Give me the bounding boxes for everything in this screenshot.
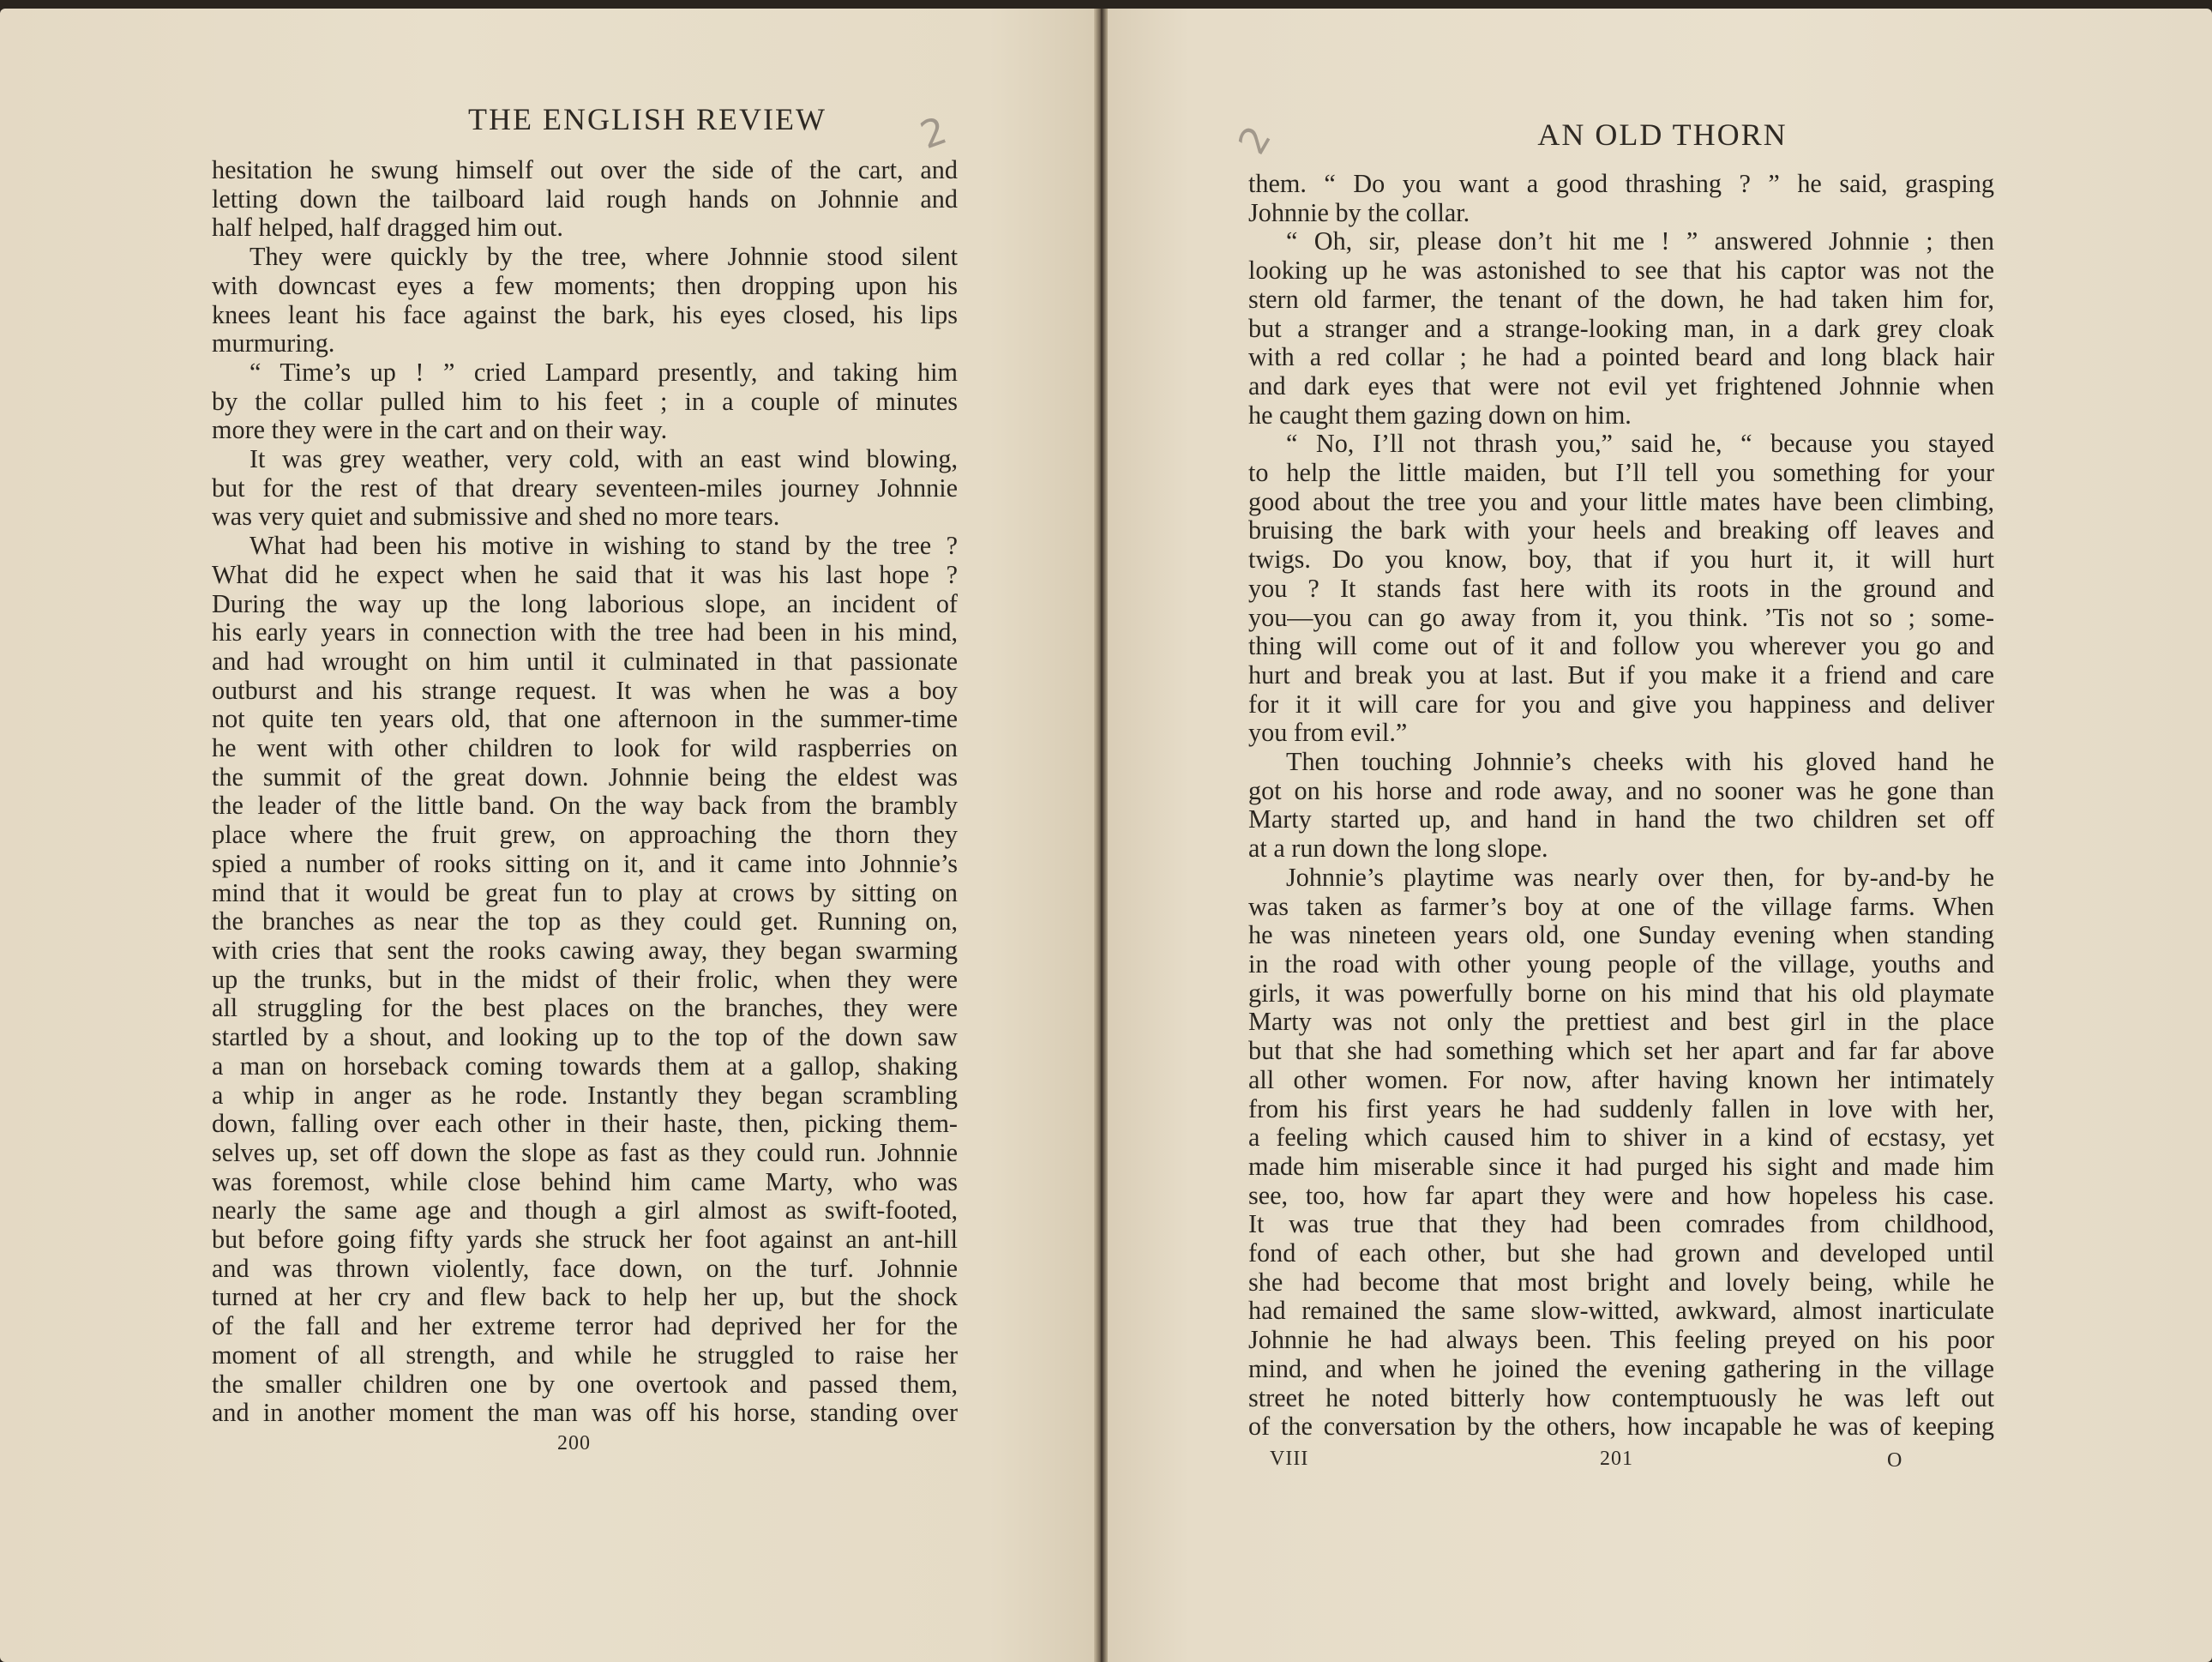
- text-line: up the trunks, but in the midst of their frolic, when they were: [212, 964, 958, 994]
- text-line: a feeling which caused him to shiver in a kind of ecstasy, yet: [1248, 1123, 1994, 1153]
- text-line: Marty started up, and hand in hand the two children set off: [1248, 804, 1994, 834]
- text-line: girls, it was powerfully borne on his mind that his old playmate: [1248, 978, 1994, 1008]
- left-page: [0, 9, 1099, 1662]
- text-line: but that she had something which set her apart and far far above: [1248, 1036, 1994, 1066]
- text-line: mind that it would be great fun to play at crows by sitting on: [212, 877, 958, 907]
- text-line: Then touching Johnnie’s cheeks with his gloved hand he: [1286, 747, 1994, 777]
- text-line: Johnnie by the collar.: [1248, 197, 1470, 227]
- text-line: letting down the tailboard laid rough hands on Johnnie and: [212, 184, 958, 214]
- text-line: was taken as farmer’s boy at one of the village farms. When: [1248, 891, 1994, 921]
- text-line: see, too, how far apart they were and how hopeless his case.: [1248, 1180, 1994, 1210]
- text-line: fond of each other, but she had grown and developed until: [1248, 1238, 1994, 1268]
- text-line: got on his horse and rode away, and no sooner was he gone than: [1248, 775, 1994, 805]
- text-line: down, falling over each other in their haste, then, picking them-: [212, 1109, 958, 1139]
- text-line: she had become that most bright and lovely being, while he: [1248, 1267, 1994, 1297]
- text-line: startled by a shout, and looking up to the top of the down saw: [212, 1022, 958, 1052]
- text-line: was very quiet and submissive and shed no more tears.: [212, 502, 780, 532]
- text-line: Johnnie’s playtime was nearly over then, for by-and-by he: [1286, 862, 1994, 892]
- text-line: the leader of the little band. On the way back from the brambly: [212, 791, 958, 821]
- text-line: with cries that sent the rooks cawing away, they began swarming: [212, 935, 958, 965]
- running-head-left: THE ENGLISH REVIEW: [468, 102, 826, 136]
- gathering-mark: O: [1887, 1449, 1903, 1472]
- text-line: street he noted bitterly how contemptuously he was left out: [1248, 1382, 1994, 1412]
- text-line: bruising the bark with your heels and breaking off leaves and: [1248, 515, 1994, 545]
- text-line: and was thrown violently, face down, on the turf. Johnnie: [212, 1253, 958, 1283]
- text-line: During the way up the long laborious slope, an incident of: [212, 588, 958, 618]
- text-line: What had been his motive in wishing to stand by the tree ?: [249, 531, 958, 561]
- folio-left: 200: [557, 1432, 591, 1454]
- text-line: the branches as near the top as they could get. Running on,: [212, 906, 958, 936]
- text-line: he caught them gazing down on him.: [1248, 400, 1632, 430]
- text-line: What did he expect when he said that it was his last hope ?: [212, 559, 958, 589]
- text-line: from his first years he had suddenly fallen in love with her,: [1248, 1093, 1994, 1123]
- right-page: [1101, 9, 2212, 1662]
- text-line: not quite ten years old, that one afternoon in the summer-time: [212, 704, 958, 734]
- text-line: twigs. Do you know, boy, that if you hurt it, it will hurt: [1248, 545, 1994, 575]
- text-line: more they were in the cart and on their way.: [212, 415, 668, 445]
- text-line: his early years in connection with the tree had been in his mind,: [212, 617, 958, 647]
- text-line: nearly the same age and though a girl almost as swift-footed,: [212, 1195, 958, 1225]
- text-line: at a run down the long slope.: [1248, 834, 1548, 864]
- text-line: you from evil.”: [1248, 718, 1408, 748]
- text-line: thing will come out of it and follow you wherever you go and: [1248, 631, 1994, 661]
- text-line: but before going fifty yards she struck her foot against an ant-hill: [212, 1225, 958, 1255]
- book-gutter: [1094, 9, 1108, 1662]
- text-line: spied a number of rooks sitting on it, and it came into Johnnie’s: [212, 848, 958, 878]
- text-line: a man on horseback coming towards them at a gallop, shaking: [212, 1051, 958, 1081]
- text-line: he went with other children to look for wild raspberries on: [212, 733, 958, 763]
- text-line: turned at her cry and flew back to help her up, but the shock: [212, 1282, 958, 1312]
- text-line: the smaller children one by one overtook and passed them,: [212, 1369, 958, 1399]
- text-line: and had wrought on him until it culminated in that passionate: [212, 646, 958, 676]
- text-line: to help the little maiden, but I’ll tell you something for your: [1248, 458, 1994, 488]
- text-line: them. “ Do you want a good thrashing ? ” he said, grasping: [1248, 169, 1994, 198]
- text-line: made him miserable since it had purged his sight and made him: [1248, 1151, 1994, 1181]
- text-line: Marty was not only the prettiest and best girl in the place: [1248, 1007, 1994, 1037]
- text-line: by the collar pulled him to his feet ; in a couple of minutes: [212, 386, 958, 416]
- text-line: Johnnie he had always been. This feeling preyed on his poor: [1248, 1325, 1994, 1355]
- text-line: a whip in anger as he rode. Instantly they began scrambling: [212, 1080, 958, 1110]
- text-line: They were quickly by the tree, where Johnnie stood silent: [249, 242, 958, 272]
- text-line: and dark eyes that were not evil yet frightened Johnnie when: [1248, 370, 1994, 400]
- pencil-page-mark-left: 2: [915, 108, 953, 159]
- text-line: outburst and his strange request. It was when he was a boy: [212, 675, 958, 705]
- text-line: stern old farmer, the tenant of the down, he had taken him for,: [1248, 284, 1994, 314]
- signature-mark: VIII: [1270, 1448, 1309, 1470]
- text-line: and in another moment the man was off his horse, standing over: [212, 1398, 958, 1428]
- text-line: half helped, half dragged him out.: [212, 213, 563, 243]
- text-line: he was nineteen years old, one Sunday evening when standing: [1248, 920, 1994, 950]
- text-line: place where the fruit grew, on approaching the thorn they: [212, 820, 958, 850]
- left-page-body: [212, 156, 958, 1428]
- text-line: with a red collar ; he had a pointed beard and long black hair: [1248, 342, 1994, 372]
- text-line: in the road with other young people of the village, youths and: [1248, 948, 1994, 979]
- text-line: all other women. For now, after having known her intimately: [1248, 1064, 1994, 1094]
- text-line: but a stranger and a strange-looking man, in a dark grey cloak: [1248, 313, 1994, 343]
- text-line: the summit of the great down. Johnnie being the eldest was: [212, 762, 958, 792]
- text-line: hesitation he swung himself out over the side of the cart, and: [212, 155, 958, 184]
- text-line: you ? It stands fast here with its roots in the ground and: [1248, 573, 1994, 603]
- text-line: had remained the same slow-witted, awkward, almost inarticulate: [1248, 1296, 1994, 1326]
- pencil-page-mark-right: 2: [1229, 118, 1281, 162]
- text-line: “ No, I’ll not thrash you,” said he, “ because you stayed: [1286, 429, 1994, 459]
- text-line: looking up he was astonished to see that his captor was not the: [1248, 256, 1994, 286]
- right-page-body: [1248, 170, 1994, 1442]
- text-line: It was grey weather, very cold, with an east wind blowing,: [249, 444, 958, 474]
- text-line: mind, and when he joined the evening gathering in the village: [1248, 1353, 1994, 1383]
- text-line: hurt and break you at last. But if you make it a friend and care: [1248, 659, 1994, 689]
- text-line: selves up, set off down the slope as fast as they could run. Johnnie: [212, 1137, 958, 1167]
- text-line: you—you can go away from it, you think. ’Tis not so ; some-: [1248, 602, 1994, 632]
- folio-right: 201: [1600, 1448, 1633, 1470]
- text-line: with downcast eyes a few moments; then dropping upon his: [212, 270, 958, 300]
- running-head-right: AN OLD THORN: [1537, 117, 1788, 152]
- text-line: all struggling for the best places on the branches, they were: [212, 993, 958, 1023]
- text-line: “ Time’s up ! ” cried Lampard presently, and taking him: [249, 357, 958, 387]
- text-line: murmuring.: [212, 328, 335, 358]
- text-line: “ Oh, sir, please don’t hit me ! ” answered Johnnie ; then: [1286, 226, 1994, 256]
- text-line: knees leant his face against the bark, his eyes closed, his lips: [212, 299, 958, 329]
- text-line: It was true that they had been comrades from childhood,: [1248, 1209, 1994, 1239]
- text-line: was foremost, while close behind him came Marty, who was: [212, 1166, 958, 1196]
- text-line: of the fall and her extreme terror had deprived her for the: [212, 1311, 958, 1341]
- text-line: but for the rest of that dreary seventeen-miles journey Johnnie: [212, 473, 958, 503]
- text-line: for it it will care for you and give you happiness and deliver: [1248, 689, 1994, 719]
- text-line: moment of all strength, and while he struggled to raise her: [212, 1340, 958, 1370]
- text-line: good about the tree you and your little mates have been climbing,: [1248, 486, 1994, 516]
- text-line: of the conversation by the others, how incapable he was of keeping: [1248, 1412, 1994, 1442]
